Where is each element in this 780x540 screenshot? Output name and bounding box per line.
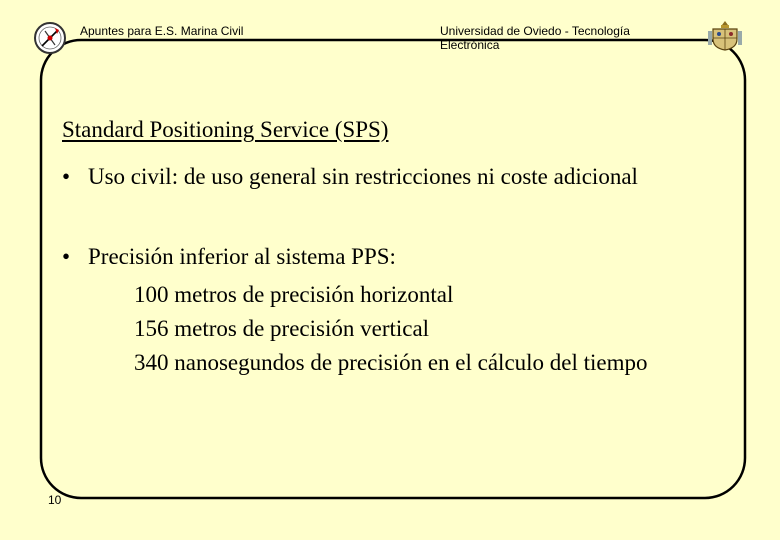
sub-item-time: 340 nanosegundos de precisión en el cálculo del tiempo <box>134 350 648 375</box>
bullet-marker: • <box>62 164 71 189</box>
bullet-marker: • <box>62 244 71 269</box>
sub-item-horizontal: 100 metros de precisión horizontal <box>134 282 454 307</box>
sub-item-list <box>134 278 694 380</box>
slide-title: Standard Positioning Service (SPS) <box>62 117 389 142</box>
university-crest-icon <box>707 19 743 51</box>
header-course-title: Apuntes para E.S. Marina Civil <box>80 24 244 38</box>
header-institution: Universidad de Oviedo - Tecnología Electrónica <box>440 24 630 53</box>
sub-item-vertical: 156 metros de precisión vertical <box>134 316 430 341</box>
bullet-item <box>62 160 702 194</box>
page-number: 10 <box>48 493 62 507</box>
bullet-item <box>62 240 702 274</box>
nautical-emblem-icon <box>33 21 67 55</box>
bullet-text: Uso civil: de uso general sin restricciones ni coste adicional <box>88 164 638 189</box>
bullet-text: Precisión inferior al sistema PPS: <box>88 244 396 269</box>
